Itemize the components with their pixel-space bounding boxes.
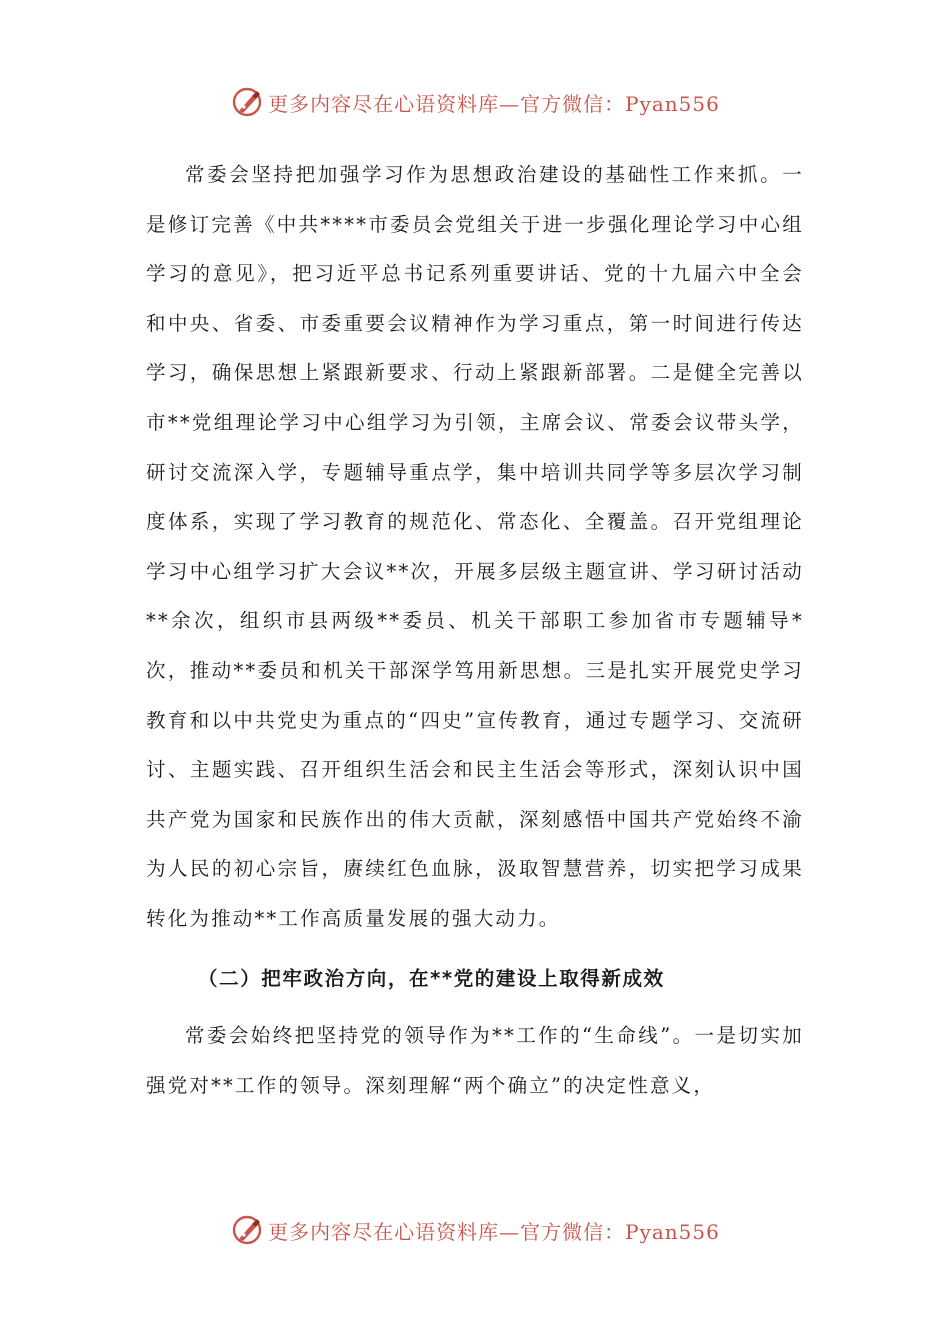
pen-nib-circle-icon [230,85,264,119]
watermark-banner-top [0,82,950,122]
body-paragraph-1: 常委会坚持把加强学习作为思想政治建设的基础性工作来抓。一是修订完善《中共****市委员会党组关于进一步强化理论学习中心组学习的意见》，把习近平总书记系列重要讲话、党的十九届六中全会和中央、省委、市委重要会议精神作为学习重点，第一时间进行传达学习，确保思想上紧跟新要求、行动上紧跟新部署。二是健全完善以市**党组理论学习中心组学习为引领，主席会议、常委会议带头学，研讨交流深入学，专题辅导重点学，集中培训共同学等多层次学习制度体系，实现了学习教育的规范化、常态化、全覆盖。召开党组理论学习中心组学习扩大会议**次，开展多层级主题宣讲、学习研讨活动**余次，组织市县两级**委员、机关干部职工参加省市专题辅导*次，推动**委员和机关干部深学笃用新思想。三是扎实开展党史学习教育和以中共党史为重点的“四史”宣传教育，通过专题学习、交流研讨、主题实践、召开组织生活会和民主生活会等形式，深刻认识中国共产党为国家和民族作出的伟大贡献，深刻感悟中国共产党始终不渝为人民的初心宗旨，赓续红色血脉，汲取智慧营养，切实把学习成果转化为推动**工作高质量发展的强大动力。 [146,163,804,930]
document-body [146,150,804,1110]
watermark-text: 更多内容尽在心语资料库—官方微信：Pyan556 [268,91,720,116]
watermark-text: 更多内容尽在心语资料库—官方微信：Pyan556 [268,1219,720,1244]
pen-nib-circle-icon [230,1213,264,1247]
section-heading: （二）把牢政治方向，在**党的建设上取得新成效 [198,966,665,990]
body-paragraph-2: 常委会始终把坚持党的领导作为**工作的“生命线”。一是切实加强党对**工作的领导。深刻理解“两个确立”的决定性意义， [146,1024,804,1097]
watermark-banner-bottom [0,1210,950,1250]
